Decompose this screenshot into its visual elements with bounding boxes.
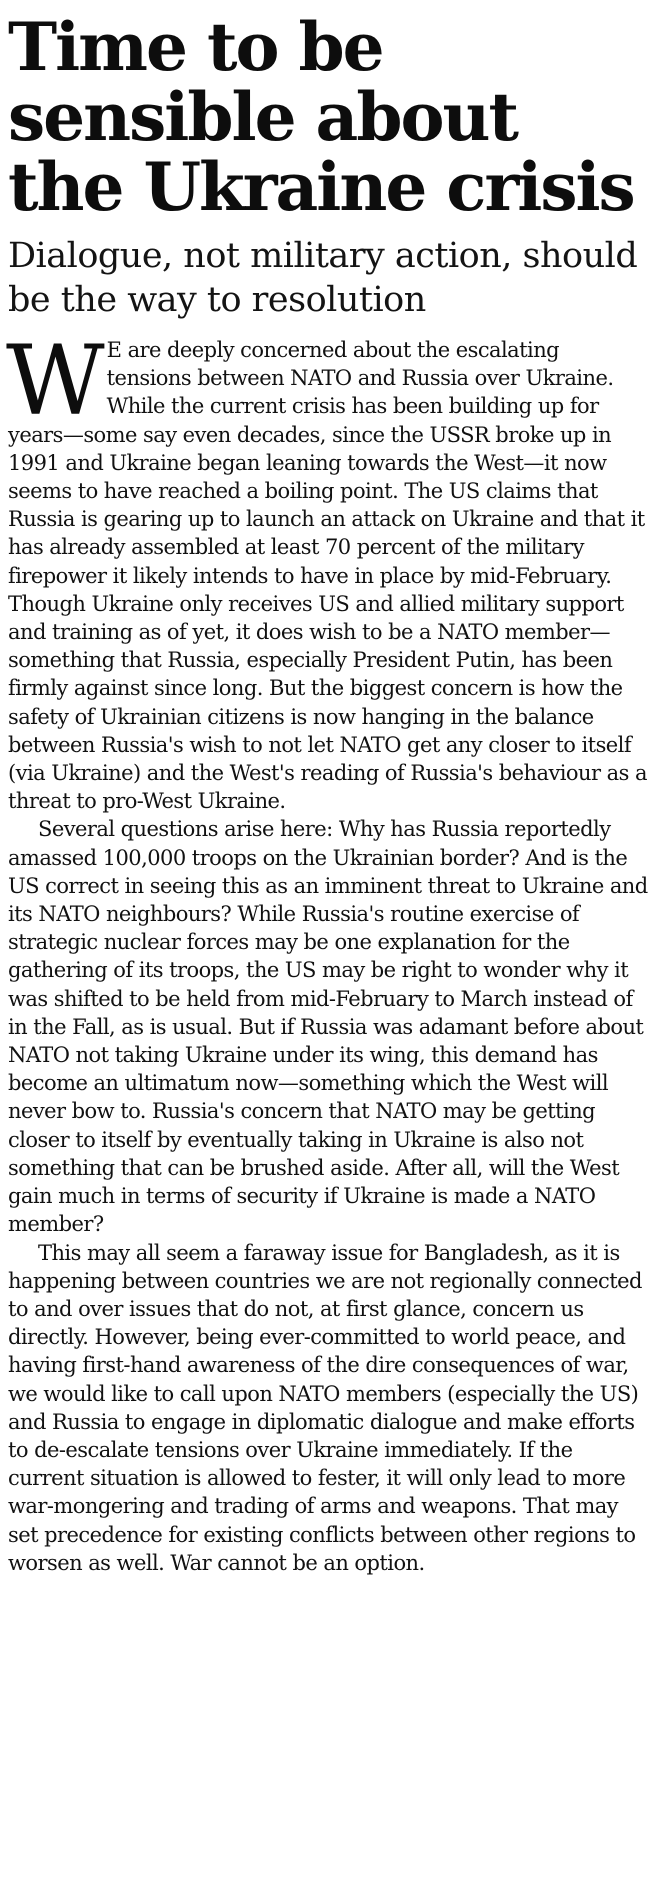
subheadline: Dialogue, not military action, should be the way to resolution <box>8 236 638 320</box>
editorial-article <box>6 8 648 1577</box>
paragraph-1 <box>6 325 648 815</box>
drop-cap: W <box>6 325 101 437</box>
article-body <box>6 325 648 1577</box>
headline: Time to be sensible about the Ukraine crisis <box>8 8 634 226</box>
paragraph-1-text: E are deeply concerned about the escalating tensions between NATO and Russia over Ukraine. While the current crisis has been building up for years—some say even decades, since the USSR broke up in 1991 and Ukraine began leaning towards the West—it now seems to have reached a boiling point. The US claims that Russia is gearing up to launch an attack on Ukraine and that it has already assembled at least 70 percent of the military firepower it likely intends to have in place by mid-February. Though Ukraine only receives US and allied military support and training as of yet, it does wish to be a NATO member—something that Russia, especially President Putin, has been firmly against since long. But the biggest concern is how the safety of Ukrainian citizens is now hanging in the balance between Russia's wish to not let NATO get any closer to itself (via Ukraine) and the West's reading of Russia's behaviour as a threat to pro-West Ukraine. <box>8 338 647 814</box>
paragraph-3: This may all seem a faraway issue for Bangladesh, as it is happening between countries we are not regionally connected to and over issues that do not, at first glance, concern us directly. However, being ever-committed to world peace, and having first-hand awareness of the dire consequences of war, we would like to call upon NATO members (especially the US) and Russia to engage in diplomatic dialogue and make efforts to de-escalate tensions over Ukraine immediately. If the current situation is allowed to fester, it will only lead to more war-mongering and trading of arms and weapons. That may set precedence for existing conflicts between other regions to worsen as well. War cannot be an option. <box>8 1240 642 1575</box>
paragraph-2: Several questions arise here: Why has Russia reportedly amassed 100,000 troops on the Ukrainian border? And is the US correct in seeing this as an imminent threat to Ukraine and its NATO neighbours? While Russia's routine exercise of strategic nuclear forces may be one explanation for the gathering of its troops, the US may be right to wonder why it was shifted to be held from mid-February to March instead of in the Fall, as is usual. But if Russia was adamant before about NATO not taking Ukraine under its wing, this demand has become an ultimatum now—something which the West will never bow to. Russia's concern that NATO may be getting closer to itself by eventually taking in Ukraine is also not something that can be brushed aside. After all, will the West gain much in terms of security if Ukraine is made a NATO member? <box>8 817 648 1237</box>
